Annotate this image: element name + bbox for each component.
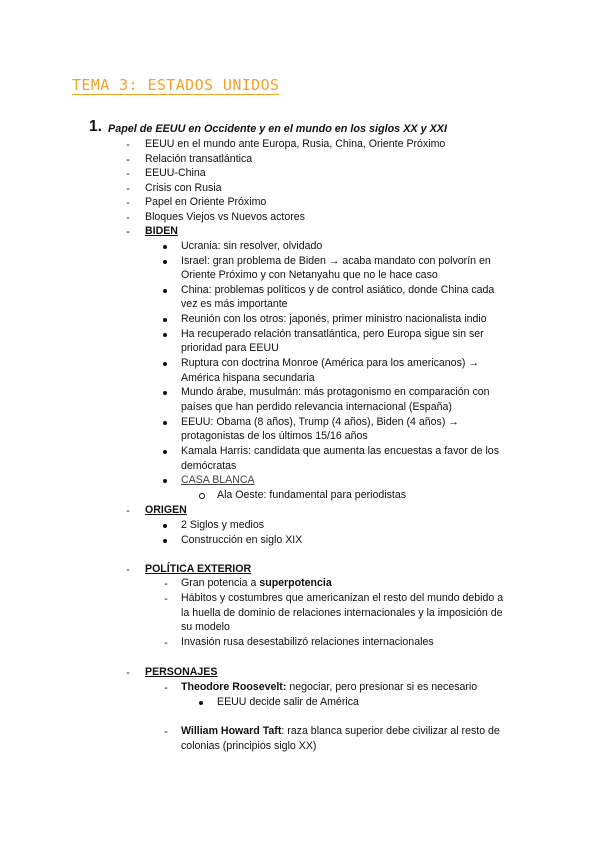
politica-item: Hábitos y costumbres que americanizan el resto del mundo debido a: [181, 592, 504, 604]
page-title: TEMA 3: ESTADOS UNIDOS: [72, 76, 280, 94]
biden-item: EEUU: Obama (8 años), Trump (4 años), Biden (4 años) →: [181, 416, 459, 428]
taft-item: [181, 725, 500, 737]
politica-item-cont: su modelo: [181, 621, 230, 633]
list-dash: -: [126, 197, 130, 209]
politica-item: Invasión rusa desestabilizó relaciones internacionales: [181, 636, 434, 648]
bullet-icon: [163, 357, 167, 366]
list-dash: -: [164, 726, 168, 738]
taft-text: : raza blanca superior debe civilizar al resto de: [281, 725, 500, 737]
bullet-icon: [163, 534, 167, 543]
politica-item-text: Gran potencia a: [181, 577, 260, 589]
biden-heading: BIDEN: [145, 225, 178, 237]
biden-item-cont: demócratas: [181, 460, 237, 472]
list-item: EEUU en el mundo ante Europa, Rusia, China, Oriente Próximo: [145, 138, 446, 150]
bullet-icon: [163, 445, 167, 454]
biden-item: Ucrania: sin resolver, olvidado: [181, 240, 323, 252]
roosevelt-text: negociar, pero presionar si es necesario: [286, 681, 478, 693]
bullet-icon: [163, 255, 167, 264]
list-item: Relación transatlántica: [145, 153, 253, 165]
politica-heading: POLÍTICA EXTERIOR: [145, 563, 252, 575]
biden-item-cont: países que han perdido relevancia internacional (España): [181, 401, 452, 413]
biden-item: Reunión con los otros: japonés, primer ministro nacionalista indio: [181, 313, 487, 325]
section-number: 1.: [89, 118, 102, 135]
bullet-icon: [163, 240, 167, 249]
list-dash: -: [126, 139, 130, 151]
ala-oeste-item: Ala Oeste: fundamental para periodistas: [217, 489, 407, 501]
list-dash: -: [164, 578, 168, 590]
biden-item: Israel: gran problema de Biden → acaba mandato con polvorín en: [181, 255, 491, 267]
personajes-heading: PERSONAJES: [145, 666, 218, 678]
list-dash: -: [126, 154, 130, 166]
politica-item-cont: la huella de dominio de relaciones internacionales y la imposición de: [181, 607, 503, 619]
list-dash: -: [164, 593, 168, 605]
list-dash: -: [126, 667, 130, 679]
list-item: Bloques Viejos vs Nuevos actores: [145, 211, 305, 223]
superpotencia-text: superpotencia: [259, 577, 332, 589]
list-dash: -: [164, 637, 168, 649]
bullet-icon: [199, 696, 203, 705]
bullet-icon: [163, 519, 167, 528]
biden-item: Ha recuperado relación transatlántica, pero Europa sigue sin ser: [181, 328, 484, 340]
roosevelt-sub-item: EEUU decide salir de América: [217, 696, 359, 708]
list-item: Papel en Oriente Próximo: [145, 196, 267, 208]
biden-item: Ruptura con doctrina Monroe (América para los americanos) →: [181, 357, 479, 369]
bullet-icon: [163, 328, 167, 337]
list-dash: -: [126, 564, 130, 576]
biden-item-cont: prioridad para EEUU: [181, 342, 279, 354]
bullet-icon: [163, 386, 167, 395]
origen-item: Construcción en siglo XIX: [181, 534, 303, 546]
list-dash: -: [164, 682, 168, 694]
bullet-icon: [163, 416, 167, 425]
list-item: Crisis con Rusia: [145, 182, 222, 194]
circle-bullet-icon: [199, 489, 205, 499]
list-dash: -: [126, 505, 130, 517]
roosevelt-name: Theodore Roosevelt:: [181, 681, 287, 693]
list-dash: -: [126, 212, 130, 224]
biden-item: Kamala Harris: candidata que aumenta las encuestas a favor de los: [181, 445, 499, 457]
biden-item-cont: vez es más importante: [181, 298, 288, 310]
roosevelt-item: [181, 681, 477, 693]
biden-item: China: problemas políticos y de control asiático, donde China cada: [181, 284, 495, 296]
taft-name: William Howard Taft: [181, 725, 282, 737]
list-dash: -: [126, 183, 130, 195]
biden-item-cont: América hispana secundaria: [181, 372, 315, 384]
casa-blanca-link: CASA BLANCA: [181, 474, 255, 486]
biden-item-cont: Oriente Próximo y con Netanyahu que no le hace caso: [181, 269, 438, 281]
biden-item-cont: protagonistas de los últimos 15/16 años: [181, 430, 368, 442]
list-item: EEUU-China: [145, 167, 206, 179]
list-dash: -: [126, 226, 130, 238]
bullet-icon: [163, 284, 167, 293]
bullet-icon: [163, 474, 167, 483]
taft-item-cont: colonias (principios siglo XX): [181, 740, 317, 752]
bullet-icon: [163, 313, 167, 322]
section-heading: Papel de EEUU en Occidente y en el mundo en los siglos XX y XXI: [108, 123, 448, 135]
origen-heading: ORIGEN: [145, 504, 187, 516]
origen-item: 2 Siglos y medios: [181, 519, 265, 531]
politica-item: [181, 577, 332, 589]
biden-item: Mundo árabe, musulmán: más protagonismo en comparación con: [181, 386, 490, 398]
list-dash: -: [126, 168, 130, 180]
